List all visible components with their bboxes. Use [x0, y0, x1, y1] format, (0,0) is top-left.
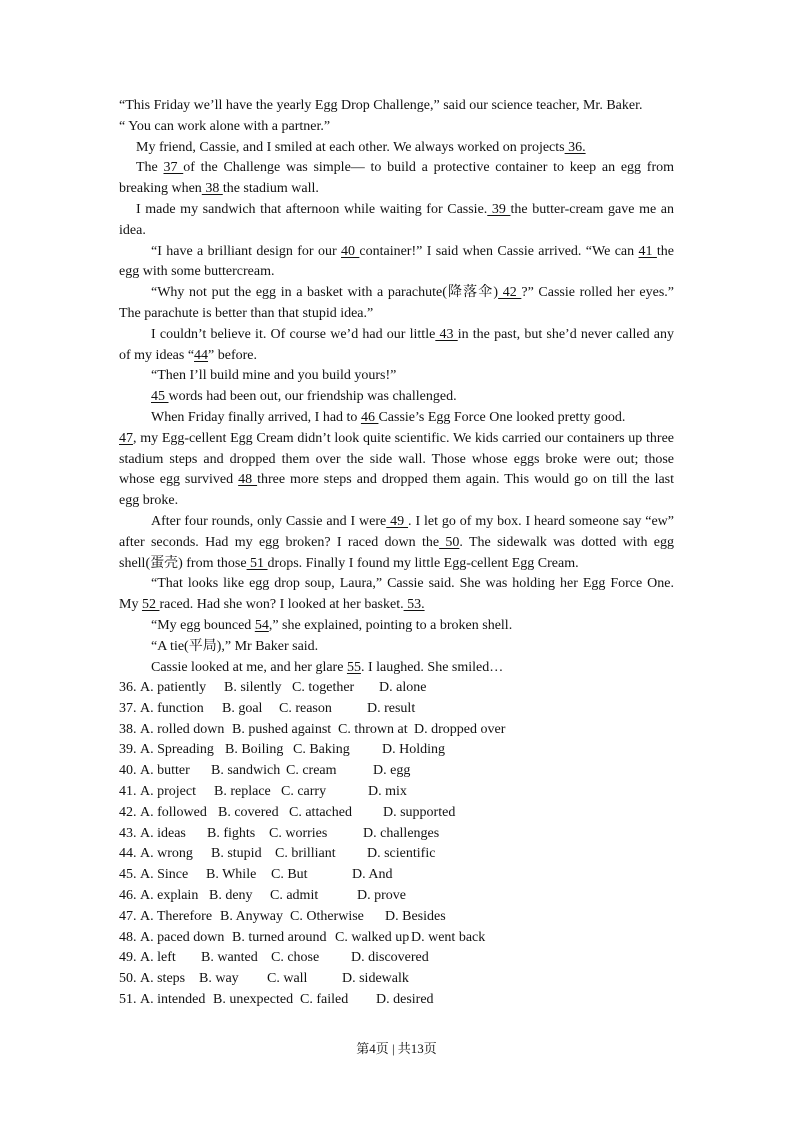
option-d: D. And	[352, 867, 393, 883]
passage-text: “Then I’ll build mine and you build yours!”	[151, 368, 397, 384]
option-c: C. worries	[269, 825, 328, 841]
passage-line	[119, 408, 674, 429]
passage-line	[119, 283, 674, 304]
option-b: B. stupid	[211, 846, 262, 862]
blank-number: 42	[498, 285, 522, 301]
passage-line	[119, 221, 674, 242]
passage-line	[119, 470, 674, 491]
passage-line	[119, 637, 674, 658]
passage-line	[119, 533, 674, 554]
question-options-row	[119, 699, 674, 720]
passage-text: “Why not put the egg in a basket with a parachute(降落伞)	[151, 285, 499, 301]
option-a: A. function	[140, 700, 204, 716]
option-d: D. result	[367, 700, 416, 716]
question-options-row	[119, 969, 674, 990]
question-number: 42.	[119, 804, 137, 820]
option-b: B. Boiling	[225, 742, 284, 758]
question-options-row	[119, 990, 674, 1011]
question-options-row	[119, 824, 674, 845]
passage-text: Cassie’s Egg Force One looked pretty good.	[378, 409, 626, 425]
passage-text: raced. Had she won? I looked at her basket.	[159, 597, 404, 613]
question-options-row	[119, 678, 674, 699]
passage-text: container!” I said when Cassie arrived. “We can	[359, 243, 639, 259]
passage-line	[119, 554, 674, 575]
option-b: B. turned around	[232, 929, 327, 945]
passage-line	[119, 512, 674, 533]
cloze-passage	[119, 96, 674, 678]
option-b: B. pushed against	[232, 721, 332, 737]
option-b: B. unexpected	[213, 991, 294, 1007]
question-number: 48.	[119, 929, 137, 945]
blank-number: 55	[346, 659, 361, 675]
option-a: A. butter	[140, 763, 190, 779]
passage-text: After four rounds, only Cassie and I were	[151, 513, 387, 529]
option-b: B. goal	[222, 700, 263, 716]
passage-text: the stadium wall.	[222, 181, 319, 197]
passage-line	[119, 429, 674, 450]
option-a: A. project	[140, 783, 196, 799]
passage-text: , my Egg-cellent Egg Cream didn’t look quite scientific. We kids carried our containers up three	[133, 430, 674, 446]
blank-number: 41	[638, 243, 657, 259]
option-a: A. paced down	[140, 929, 225, 945]
passage-text: My friend, Cassie, and I smiled at each other. We always worked on projects	[136, 139, 565, 155]
passage-text: When Friday finally arrived, I had to	[151, 409, 361, 425]
option-d: D. went back	[411, 929, 486, 945]
passage-line	[119, 658, 674, 679]
option-b: B. Anyway	[220, 908, 283, 924]
option-d: D. supported	[383, 804, 456, 820]
option-a: A. rolled down	[140, 721, 225, 737]
blank-number: 40	[341, 243, 360, 259]
blank-number: 52	[141, 597, 160, 613]
question-number: 38.	[119, 721, 137, 737]
option-c: C. attached	[289, 804, 352, 820]
option-b: B. silently	[224, 680, 282, 695]
option-b: B. fights	[207, 825, 256, 841]
option-c: C. brilliant	[275, 846, 336, 862]
blank-number: 49	[386, 513, 409, 529]
question-options-row	[119, 886, 674, 907]
option-b: B. sandwich	[211, 763, 281, 779]
passage-line	[119, 450, 674, 471]
passage-line	[119, 158, 674, 179]
blank-number: 37	[163, 160, 184, 176]
question-number: 51.	[119, 991, 137, 1007]
question-number: 41.	[119, 783, 137, 799]
option-a: A. Spreading	[140, 742, 214, 758]
passage-text: breaking when	[119, 181, 202, 197]
option-a: A. steps	[140, 971, 186, 987]
question-number: 43.	[119, 825, 137, 841]
option-c: C. failed	[300, 991, 349, 1007]
question-number: 47.	[119, 908, 137, 924]
option-a: A. Therefore	[140, 908, 213, 924]
option-a: A. left	[140, 950, 176, 966]
passage-text: idea.	[119, 222, 146, 238]
question-options-row	[119, 948, 674, 969]
option-c: C. reason	[279, 700, 332, 716]
option-d: D. scientific	[367, 846, 436, 862]
passage-text: whose egg survived	[119, 472, 239, 488]
option-d: D. Besides	[385, 908, 446, 924]
passage-text: the butter-cream gave me an	[510, 201, 674, 217]
option-a: A. patiently	[140, 680, 207, 695]
passage-text: I made my sandwich that afternoon while waiting for Cassie.	[136, 201, 488, 217]
passage-text: egg with some buttercream.	[119, 264, 275, 280]
option-d: D. Holding	[382, 742, 445, 758]
question-number: 36.	[119, 680, 137, 695]
option-d: D. mix	[368, 783, 407, 799]
option-c: C. But	[271, 867, 308, 883]
option-d: D. dropped over	[414, 721, 506, 737]
option-c: C. Otherwise	[290, 908, 364, 924]
passage-text: “A tie(平局),” Mr Baker said.	[151, 638, 319, 654]
passage-text: in the past, but she’d never called any	[457, 326, 674, 342]
question-number: 49.	[119, 950, 137, 966]
passage-text: “That looks like egg drop soup, Laura,” Cassie said. She was holding her Egg Force One.	[151, 576, 674, 592]
blank-number: 38	[201, 181, 223, 197]
page-footer: 第4页 | 共13页	[356, 1041, 437, 1056]
blank-number: 51	[246, 555, 268, 571]
option-b: B. While	[206, 867, 257, 883]
option-d: D. prove	[357, 887, 406, 903]
option-d: D. egg	[373, 763, 411, 779]
passage-text: “My egg bounced	[151, 617, 255, 633]
passage-line	[119, 366, 674, 387]
passage-line	[119, 138, 674, 159]
blank-number: 44	[194, 347, 209, 363]
blank-number: 53.	[403, 597, 425, 613]
blank-number: 39	[487, 201, 511, 217]
passage-text: shell(蛋壳) from those	[119, 555, 247, 571]
option-c: C. walked up	[335, 929, 410, 945]
option-c: C. thrown at	[338, 721, 408, 737]
option-d: D. sidewalk	[342, 971, 409, 987]
passage-text: egg broke.	[119, 493, 179, 509]
passage-text: My	[119, 597, 142, 613]
blank-number: 45	[151, 389, 169, 405]
question-number: 46.	[119, 887, 137, 903]
passage-text: I couldn’t believe it. Of course we’d had our little	[151, 326, 436, 342]
option-c: C. carry	[281, 783, 327, 799]
passage-text: . I laughed. She smiled…	[360, 659, 504, 675]
blank-number: 43	[435, 326, 458, 342]
question-options-row	[119, 782, 674, 803]
passage-line	[119, 242, 674, 263]
blank-number: 48	[238, 472, 258, 488]
option-b: B. wanted	[201, 950, 258, 966]
option-a: A. followed	[140, 804, 207, 820]
option-a: A. ideas	[140, 825, 186, 841]
option-d: D. desired	[376, 991, 434, 1007]
passage-text: The parachute is better than that stupid idea.”	[119, 305, 374, 321]
passage-line	[119, 346, 674, 367]
passage-line	[119, 491, 674, 512]
question-options-row	[119, 907, 674, 928]
passage-text: three more steps and dropped them again. This would go on till the last	[257, 472, 674, 488]
question-number: 40.	[119, 763, 137, 779]
passage-text: ,” she explained, pointing to a broken shell.	[268, 617, 513, 633]
passage-line	[119, 179, 674, 200]
passage-text: words had been out, our friendship was challenged.	[168, 389, 457, 405]
blank-number: 54	[254, 617, 269, 633]
passage-line	[119, 595, 674, 616]
passage-text: “ You can work alone with a partner.”	[119, 118, 331, 134]
question-options-row	[119, 761, 674, 782]
passage-line	[119, 304, 674, 325]
passage-text: “I have a brilliant design for our	[151, 243, 341, 259]
option-b: B. covered	[218, 804, 279, 820]
passage-text: . The sidewalk was dotted with egg	[459, 534, 674, 550]
option-b: B. replace	[214, 783, 271, 799]
passage-text: The	[136, 160, 164, 176]
passage-line	[119, 200, 674, 221]
passage-text: the	[656, 243, 674, 259]
answer-options	[119, 678, 674, 1011]
option-b: B. way	[199, 971, 239, 987]
passage-text: . I let go of my box. I heard someone say “ew”	[408, 513, 674, 529]
passage-text: ?” Cassie rolled her eyes.”	[521, 285, 674, 301]
passage-line	[119, 574, 674, 595]
blank-number: 50	[439, 534, 460, 550]
option-c: C. Baking	[293, 742, 350, 758]
question-options-row	[119, 865, 674, 886]
passage-text: of the Challenge was simple— to build a protective container to keep an egg from	[183, 160, 674, 176]
option-a: A. Since	[140, 867, 189, 883]
option-c: C. wall	[267, 971, 308, 987]
passage-text: after seconds. Had my egg broken? I raced down the	[119, 534, 440, 550]
passage-line	[119, 616, 674, 637]
option-a: A. wrong	[140, 846, 193, 862]
option-d: D. challenges	[363, 825, 440, 841]
passage-text: “This Friday we’ll have the yearly Egg Drop Challenge,” said our science teacher, Mr. Baker.	[119, 98, 643, 113]
question-options-row	[119, 803, 674, 824]
blank-number: 36.	[564, 139, 586, 155]
passage-line	[119, 96, 674, 117]
option-d: D. alone	[379, 680, 427, 695]
option-c: C. cream	[286, 763, 337, 779]
passage-text: ” before.	[208, 347, 257, 363]
passage-text: drops. Finally I found my little Egg-cellent Egg Cream.	[267, 555, 579, 571]
blank-number: 47	[119, 430, 133, 446]
option-d: D. discovered	[351, 950, 429, 966]
question-number: 37.	[119, 700, 137, 716]
question-options-row	[119, 928, 674, 949]
option-c: C. together	[292, 680, 355, 695]
passage-line	[119, 325, 674, 346]
option-c: C. admit	[270, 887, 319, 903]
question-number: 45.	[119, 867, 137, 883]
question-number: 50.	[119, 971, 137, 987]
passage-text: Cassie looked at me, and her glare	[151, 659, 347, 675]
passage-line	[119, 387, 674, 408]
option-b: B. deny	[209, 887, 253, 903]
question-options-row	[119, 740, 674, 761]
passage-text: stadium steps and dropped them over the side wall. Those whose eggs broke were out; those	[119, 451, 674, 467]
question-options-row	[119, 844, 674, 865]
passage-line	[119, 117, 674, 138]
question-options-row	[119, 720, 674, 741]
question-number: 44.	[119, 846, 137, 862]
question-number: 39.	[119, 742, 137, 758]
option-c: C. chose	[271, 950, 320, 966]
passage-line	[119, 262, 674, 283]
option-a: A. explain	[140, 887, 199, 903]
passage-text: of my ideas “	[119, 347, 195, 363]
blank-number: 46	[360, 409, 379, 425]
option-a: A. intended	[140, 991, 206, 1007]
